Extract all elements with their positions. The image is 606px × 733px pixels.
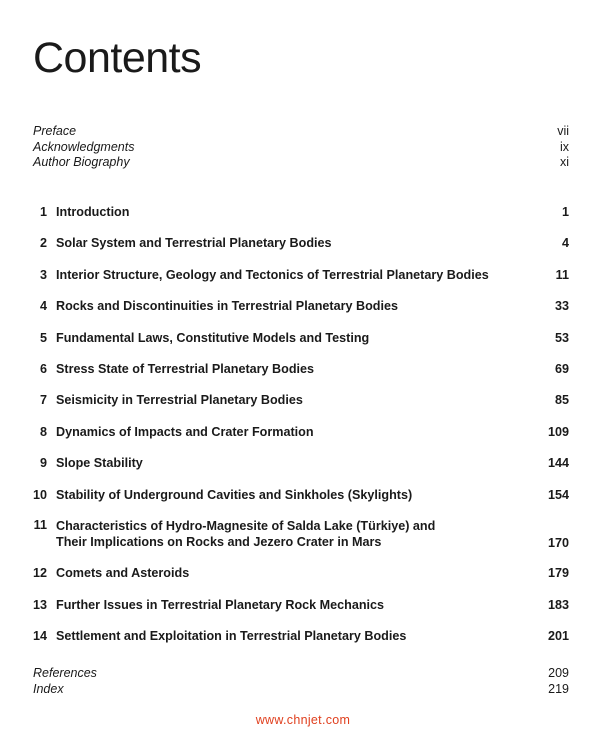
toc-entry-references[interactable]	[33, 666, 569, 682]
front-matter-list	[33, 124, 569, 171]
toc-chapter-8[interactable]	[33, 424, 569, 440]
entry-page: xi	[559, 155, 569, 169]
chapter-number: 13	[33, 598, 48, 612]
chapter-page: 144	[547, 456, 569, 470]
chapter-title: Settlement and Exploitation in Terrestrial Planetary Bodies	[56, 629, 407, 643]
entry-page: 219	[548, 681, 569, 696]
watermark: www.chnjet.com	[255, 713, 351, 727]
chapter-number: 3	[39, 268, 47, 282]
toc-entry-index[interactable]	[33, 682, 569, 698]
toc-chapter-2[interactable]	[33, 235, 569, 251]
chapter-number: 12	[33, 566, 48, 580]
toc-chapter-4[interactable]	[33, 298, 569, 314]
chapter-page: 109	[547, 425, 569, 439]
chapter-title: Seismicity in Terrestrial Planetary Bodies	[56, 393, 303, 407]
chapter-title	[56, 518, 539, 550]
back-matter-list	[33, 666, 569, 697]
page-title: Contents	[33, 33, 202, 82]
chapter-number: 7	[39, 393, 47, 407]
chapter-page: 154	[547, 488, 569, 502]
chapter-number: 10	[33, 488, 48, 502]
chapter-title: Stress State of Terrestrial Planetary Bodies	[56, 362, 315, 376]
toc-chapter-11[interactable]	[33, 518, 569, 550]
toc-entry-preface[interactable]	[33, 124, 569, 140]
toc-chapter-7[interactable]	[33, 392, 569, 408]
chapter-number: 4	[39, 299, 47, 313]
chapter-page: 1	[561, 205, 569, 219]
toc-chapter-14[interactable]	[33, 628, 569, 644]
entry-title: Preface	[33, 124, 77, 138]
toc-entry-author-biography[interactable]	[33, 155, 569, 171]
chapter-page: 85	[554, 393, 569, 407]
entry-page: vii	[557, 124, 569, 138]
chapter-title: Stability of Underground Cavities and Sinkholes (Skylights)	[56, 488, 413, 502]
chapter-number: 5	[39, 331, 47, 345]
entry-title: Index	[33, 681, 64, 696]
chapter-page: 179	[547, 566, 569, 580]
chapter-page: 201	[547, 629, 569, 643]
chapter-title: Introduction	[56, 205, 130, 219]
chapter-number: 14	[33, 629, 48, 643]
toc-chapter-1[interactable]	[33, 204, 569, 220]
toc-chapter-9[interactable]	[33, 455, 569, 471]
toc-chapter-6[interactable]	[33, 361, 569, 377]
toc-chapter-10[interactable]	[33, 487, 569, 503]
chapter-title: Solar System and Terrestrial Planetary Bodies	[56, 236, 332, 250]
toc-chapter-12[interactable]	[33, 565, 569, 581]
chapter-page: 33	[554, 299, 569, 313]
toc-entry-acknowledgments[interactable]	[33, 140, 569, 156]
chapter-title: Further Issues in Terrestrial Planetary Rock Mechanics	[56, 598, 385, 612]
chapter-page: 170	[547, 536, 569, 550]
chapter-number: 9	[39, 456, 47, 470]
chapter-number: 1	[39, 205, 47, 219]
entry-page: 209	[548, 666, 569, 680]
entry-title: Author Biography	[33, 155, 130, 169]
chapter-title: Interior Structure, Geology and Tectonics of Terrestrial Planetary Bodies	[56, 268, 489, 282]
toc-chapter-13[interactable]	[33, 597, 569, 613]
toc-chapter-5[interactable]	[33, 330, 569, 346]
chapter-page: 11	[555, 268, 569, 282]
entry-title: References	[33, 666, 97, 680]
chapter-page: 69	[554, 362, 569, 376]
chapter-title: Fundamental Laws, Constitutive Models and Testing	[56, 331, 370, 345]
toc-chapter-3[interactable]	[33, 267, 569, 283]
chapter-title: Dynamics of Impacts and Crater Formation	[56, 425, 314, 439]
chapter-page: 53	[554, 331, 569, 345]
chapter-title-line-2: Their Implications on Rocks and Jezero Crater in Mars	[56, 535, 382, 549]
chapter-title: Comets and Asteroids	[56, 566, 190, 580]
chapter-number: 11	[33, 518, 47, 532]
chapter-number: 2	[39, 236, 47, 250]
entry-title: Acknowledgments	[33, 139, 135, 154]
chapter-title: Rocks and Discontinuities in Terrestrial Planetary Bodies	[56, 299, 398, 313]
chapter-number: 8	[39, 425, 47, 439]
chapter-page: 4	[561, 236, 569, 250]
chapter-page: 183	[547, 598, 569, 612]
chapter-title-line-1: Characteristics of Hydro-Magnesite of Salda Lake (Türkiye) and	[56, 519, 436, 533]
chapter-number: 6	[39, 362, 47, 376]
chapter-title: Slope Stability	[56, 456, 143, 470]
entry-page: ix	[559, 139, 569, 154]
